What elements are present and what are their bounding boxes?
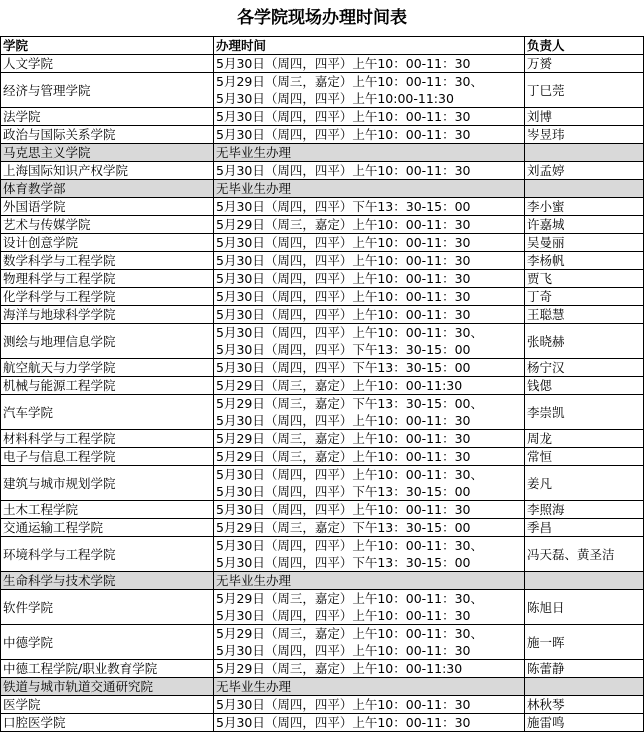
time-line: 5月30日（周四，四平）上午10：00-11：30 — [216, 163, 471, 178]
time-line: 5月29日（周三，嘉定）上午10：00-11:30 — [216, 378, 463, 393]
college-cell: 经济与管理学院 — [1, 73, 214, 108]
college-cell: 航空航天与力学学院 — [1, 359, 214, 377]
person-cell: 许嘉城 — [525, 216, 644, 234]
schedule-table — [0, 36, 644, 732]
table-header-row — [1, 37, 644, 55]
time-line: 5月30日（周四，四平）上午10：00-11：30 — [216, 56, 471, 71]
page-title: 各学院现场办理时间表 — [237, 8, 407, 28]
table-row — [1, 216, 644, 234]
time-line: 无毕业生办理 — [216, 679, 292, 694]
time-cell — [214, 377, 525, 395]
time-line: 5月29日（周三，嘉定）上午10：00-11：30 — [216, 217, 471, 232]
time-cell — [214, 126, 525, 144]
person-cell: 刘孟婷 — [525, 162, 644, 180]
college-cell: 建筑与城市规划学院 — [1, 466, 214, 501]
time-cell — [214, 448, 525, 466]
time-line: 5月30日（周四，四平）上午10：00-11：30、 — [216, 538, 483, 553]
table-row — [1, 180, 644, 198]
header-person: 负责人 — [525, 37, 644, 55]
time-line: 5月30日（周四，四平）上午10:00-11:30 — [216, 91, 454, 106]
table-row — [1, 162, 644, 180]
time-cell — [214, 501, 525, 519]
person-cell: 冯天磊、黄圣洁 — [525, 537, 644, 572]
time-cell — [214, 359, 525, 377]
time-cell — [214, 270, 525, 288]
time-line: 5月30日（周四，四平）上午10：00-11：30 — [216, 715, 471, 730]
table-row — [1, 73, 644, 108]
time-cell — [214, 537, 525, 572]
person-cell — [525, 678, 644, 696]
time-line: 5月30日（周四，四平）下午13：30-15：00 — [216, 342, 471, 357]
time-line: 5月30日（周四，四平）上午10：00-11：30、 — [216, 325, 483, 340]
table-row — [1, 270, 644, 288]
time-line: 5月29日（周三，嘉定）下午13：30-15：00、 — [216, 396, 483, 411]
time-line: 5月30日（周四，四平）上午10：00-11：30 — [216, 697, 471, 712]
time-cell — [214, 696, 525, 714]
person-cell: 岑昱玮 — [525, 126, 644, 144]
person-cell: 陈旭日 — [525, 590, 644, 625]
time-line: 5月29日（周三，嘉定）上午10：00-11：30 — [216, 449, 471, 464]
college-cell: 政治与国际关系学院 — [1, 126, 214, 144]
college-cell: 口腔医学院 — [1, 714, 214, 732]
time-line: 5月30日（周四，四平）上午10：00-11：30 — [216, 413, 471, 428]
college-cell: 汽车学院 — [1, 395, 214, 430]
time-cell — [214, 430, 525, 448]
college-cell: 软件学院 — [1, 590, 214, 625]
time-cell — [214, 678, 525, 696]
college-cell: 材料科学与工程学院 — [1, 430, 214, 448]
college-cell: 环境科学与工程学院 — [1, 537, 214, 572]
time-cell — [214, 162, 525, 180]
table-row — [1, 625, 644, 660]
person-cell — [525, 572, 644, 590]
time-cell — [214, 519, 525, 537]
college-cell: 法学院 — [1, 108, 214, 126]
person-cell: 林秋琴 — [525, 696, 644, 714]
person-cell: 吴曼丽 — [525, 234, 644, 252]
college-cell: 人文学院 — [1, 55, 214, 73]
table-row — [1, 572, 644, 590]
person-cell: 周龙 — [525, 430, 644, 448]
person-cell: 李小蜜 — [525, 198, 644, 216]
table-row — [1, 108, 644, 126]
time-line: 5月29日（周三，嘉定）上午10：00-11：30、 — [216, 74, 483, 89]
time-line: 5月30日（周四，四平）上午10：00-11：30 — [216, 502, 471, 517]
time-cell — [214, 144, 525, 162]
table-row — [1, 466, 644, 501]
time-cell — [214, 572, 525, 590]
table-row — [1, 359, 644, 377]
college-cell: 体育教学部 — [1, 180, 214, 198]
person-cell: 贾飞 — [525, 270, 644, 288]
time-line: 5月30日（周四，四平）上午10：00-11：30、 — [216, 467, 483, 482]
time-cell — [214, 324, 525, 359]
college-cell: 土木工程学院 — [1, 501, 214, 519]
time-line: 5月29日（周三，嘉定）上午10：00-11：30 — [216, 431, 471, 446]
time-line: 5月30日（周四，四平）上午10：00-11：30 — [216, 109, 471, 124]
college-cell: 化学科学与工程学院 — [1, 288, 214, 306]
person-cell: 万赟 — [525, 55, 644, 73]
time-cell — [214, 625, 525, 660]
time-line: 5月30日（周四，四平）上午10：00-11：30 — [216, 271, 471, 286]
person-cell: 杨宁汉 — [525, 359, 644, 377]
time-line: 5月30日（周四，四平）上午10：00-11：30 — [216, 289, 471, 304]
college-cell: 海洋与地球科学学院 — [1, 306, 214, 324]
table-row — [1, 198, 644, 216]
person-cell: 王聪慧 — [525, 306, 644, 324]
college-cell: 马克思主义学院 — [1, 144, 214, 162]
time-cell — [214, 252, 525, 270]
table-row — [1, 144, 644, 162]
person-cell — [525, 144, 644, 162]
time-line: 5月29日（周三，嘉定）上午10：00-11：30、 — [216, 626, 483, 641]
table-row — [1, 519, 644, 537]
time-cell — [214, 466, 525, 501]
college-cell: 中德工程学院/职业教育学院 — [1, 660, 214, 678]
time-line: 无毕业生办理 — [216, 181, 292, 196]
college-cell: 中德学院 — [1, 625, 214, 660]
person-cell: 施雷鸣 — [525, 714, 644, 732]
college-cell: 医学院 — [1, 696, 214, 714]
table-row — [1, 430, 644, 448]
person-cell: 陈蕾静 — [525, 660, 644, 678]
time-line: 5月30日（周四，四平）上午10：00-11：30 — [216, 127, 471, 142]
time-cell — [214, 234, 525, 252]
time-line: 5月30日（周四，四平）上午10：00-11：30 — [216, 253, 471, 268]
time-cell — [214, 306, 525, 324]
time-cell — [214, 55, 525, 73]
table-row — [1, 590, 644, 625]
person-cell: 丁奇 — [525, 288, 644, 306]
time-cell — [214, 108, 525, 126]
table-row — [1, 126, 644, 144]
header-time: 办理时间 — [214, 37, 525, 55]
time-line: 5月30日（周四，四平）下午13：30-15：00 — [216, 555, 471, 570]
table-row — [1, 678, 644, 696]
time-line: 5月30日（周四，四平）下午13：30-15：00 — [216, 360, 471, 375]
time-line: 5月29日（周三，嘉定）上午10：00-11:30 — [216, 661, 463, 676]
table-row — [1, 448, 644, 466]
college-cell: 上海国际知识产权学院 — [1, 162, 214, 180]
college-cell: 外国语学院 — [1, 198, 214, 216]
time-cell — [214, 590, 525, 625]
college-cell: 物理科学与工程学院 — [1, 270, 214, 288]
table-row — [1, 324, 644, 359]
college-cell: 电子与信息工程学院 — [1, 448, 214, 466]
time-cell — [214, 395, 525, 430]
time-cell — [214, 180, 525, 198]
time-line: 5月30日（周四，四平）上午10：00-11：30 — [216, 643, 471, 658]
person-cell: 常恒 — [525, 448, 644, 466]
time-line: 5月30日（周四，四平）下午13：30-15：00 — [216, 199, 471, 214]
table-row — [1, 252, 644, 270]
person-cell: 施一晖 — [525, 625, 644, 660]
time-cell — [214, 73, 525, 108]
table-row — [1, 696, 644, 714]
college-cell: 生命科学与技术学院 — [1, 572, 214, 590]
person-cell: 丁巳莞 — [525, 73, 644, 108]
header-college: 学院 — [1, 37, 214, 55]
time-line: 5月30日（周四，四平）下午13：30-15：00 — [216, 484, 471, 499]
time-line: 5月29日（周三，嘉定）上午10：00-11：30、 — [216, 591, 483, 606]
person-cell: 姜凡 — [525, 466, 644, 501]
table-row — [1, 234, 644, 252]
person-cell: 李照海 — [525, 501, 644, 519]
person-cell: 张晓赫 — [525, 324, 644, 359]
table-row — [1, 501, 644, 519]
time-cell — [214, 660, 525, 678]
college-cell: 交通运输工程学院 — [1, 519, 214, 537]
time-line: 5月30日（周四，四平）上午10：00-11：30 — [216, 307, 471, 322]
schedule-table-body — [1, 37, 644, 732]
person-cell: 刘博 — [525, 108, 644, 126]
person-cell: 李崇凯 — [525, 395, 644, 430]
table-row — [1, 660, 644, 678]
college-cell: 数学科学与工程学院 — [1, 252, 214, 270]
person-cell — [525, 180, 644, 198]
time-line: 5月29日（周三，嘉定）下午13：30-15：00 — [216, 520, 471, 535]
table-row — [1, 714, 644, 732]
time-cell — [214, 216, 525, 234]
table-row — [1, 55, 644, 73]
person-cell: 李杨帆 — [525, 252, 644, 270]
table-row — [1, 537, 644, 572]
time-cell — [214, 288, 525, 306]
time-line: 5月30日（周四，四平）上午10：00-11：30 — [216, 608, 471, 623]
person-cell: 钱偲 — [525, 377, 644, 395]
college-cell: 设计创意学院 — [1, 234, 214, 252]
time-line: 无毕业生办理 — [216, 573, 292, 588]
college-cell: 铁道与城市轨道交通研究院 — [1, 678, 214, 696]
time-cell — [214, 198, 525, 216]
time-line: 无毕业生办理 — [216, 145, 292, 160]
time-line: 5月30日（周四，四平）上午10：00-11：30 — [216, 235, 471, 250]
table-row — [1, 306, 644, 324]
table-row — [1, 377, 644, 395]
table-row — [1, 288, 644, 306]
college-cell: 测绘与地理信息学院 — [1, 324, 214, 359]
college-cell: 艺术与传媒学院 — [1, 216, 214, 234]
college-cell: 机械与能源工程学院 — [1, 377, 214, 395]
time-cell — [214, 714, 525, 732]
table-row — [1, 395, 644, 430]
person-cell: 季昌 — [525, 519, 644, 537]
